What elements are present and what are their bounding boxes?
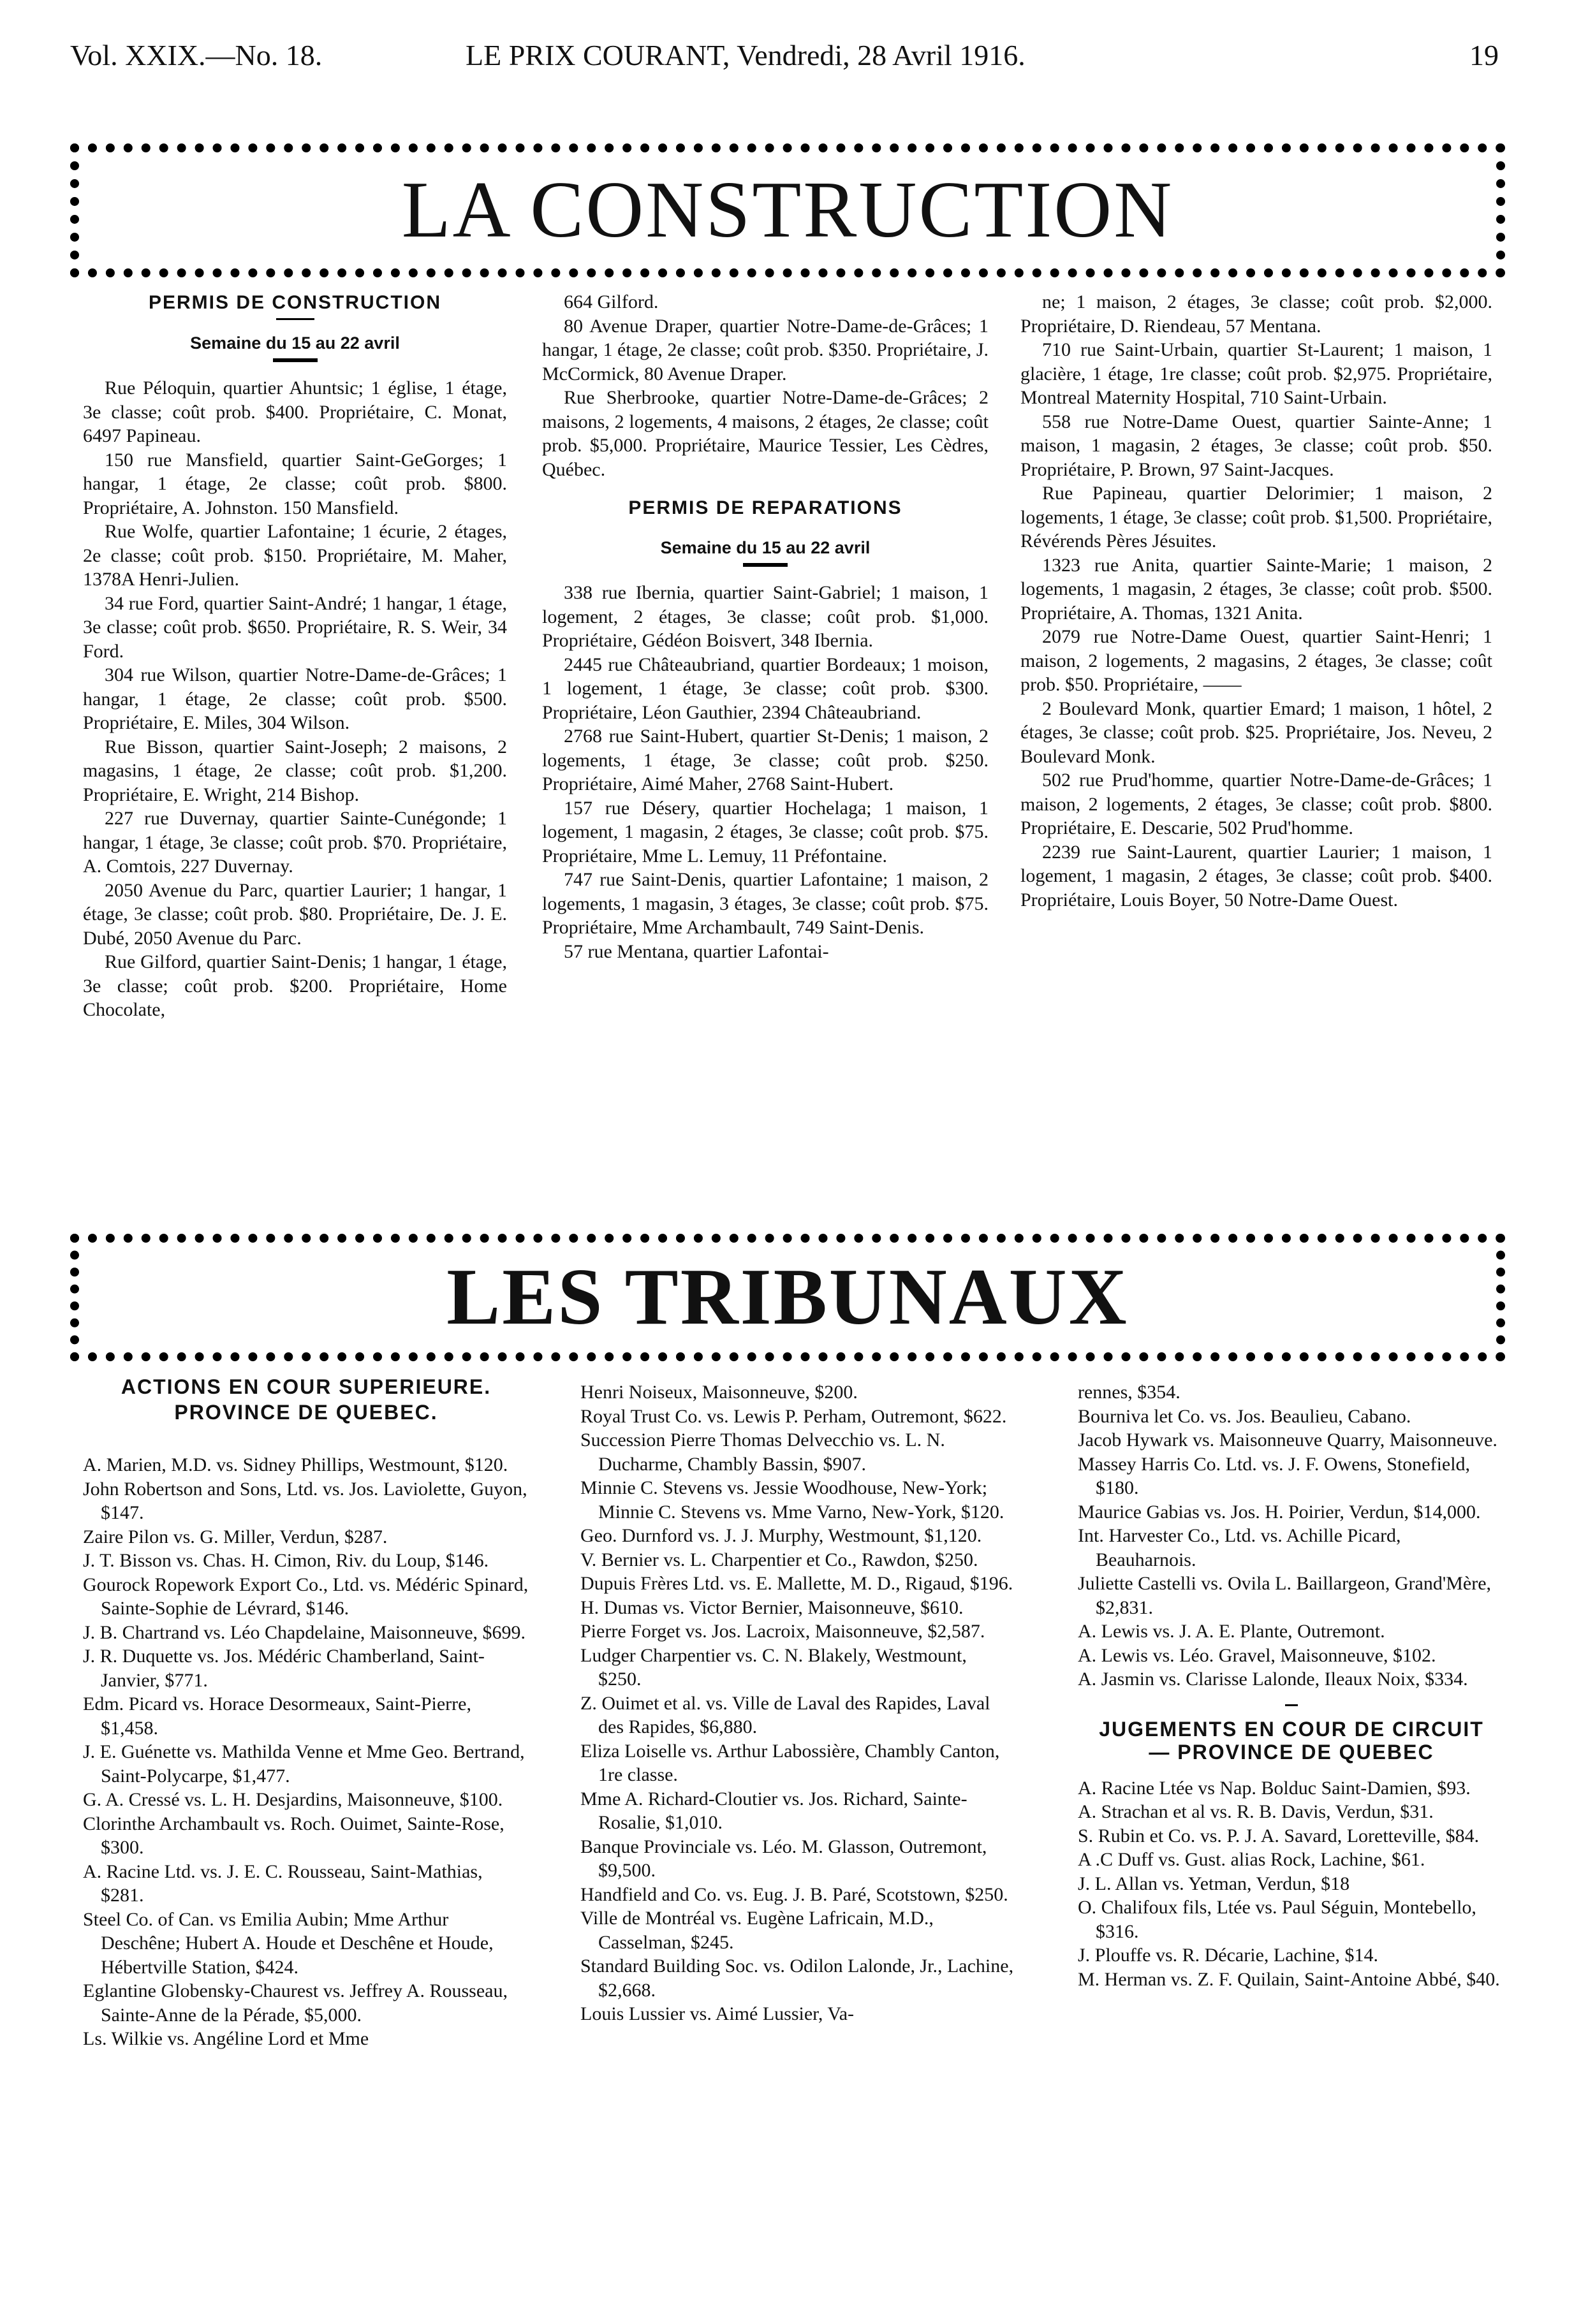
court-action-entry: Eliza Loiselle vs. Arthur Labossière, Chambly Canton, 1re classe. <box>580 1740 1000 1785</box>
court-action-entry: Zaire Pilon vs. G. Miller, Verdun, $287. <box>83 1526 388 1547</box>
page-header <box>70 38 1499 89</box>
court-action-entry: J. E. Guénette vs. Mathilda Venne et Mme Geo. Bertrand, Saint-Polycarpe, $1,477. <box>83 1741 525 1787</box>
court-action-entry: Steel Co. of Can. vs Emilia Aubin; Mme Arthur Deschêne; Hubert A. Houde et Deschêne et Houde, Hébertville Station, $424. <box>83 1908 494 1978</box>
court-action-entry: V. Bernier vs. L. Charpentier et Co., Rawdon, $250. <box>580 1549 978 1570</box>
court-action-entry: rennes, $354. <box>1078 1382 1180 1403</box>
reparations-list-continued <box>1020 290 1492 912</box>
actions-list-continued <box>580 1380 1014 2026</box>
court-action-entry: J. B. Chartrand vs. Léo Chapdelaine, Maisonneuve, $699. <box>83 1621 526 1643</box>
judgment-entry: M. Herman vs. Z. F. Quilain, Saint-Antoine Abbé, $40. <box>1078 1968 1500 1990</box>
court-action-entry: Succession Pierre Thomas Delvecchio vs. L. N. Ducharme, Chambly Bassin, $907. <box>580 1429 945 1475</box>
permit-entry: 2050 Avenue du Parc, quartier Laurier; 1 hangar, 1 étage, 3e classe; coût prob. $80. Propriétaire, De. J. E. Dubé, 2050 Avenue du Parc. <box>83 879 507 949</box>
court-action-entry: Minnie C. Stevens vs. Jessie Woodhouse, New-York; Minnie C. Stevens vs. Mme Varno, New-York, $120. <box>580 1477 1004 1523</box>
court-action-entry: Eglantine Globensky-Chaurest vs. Jeffrey A. Rousseau, Sainte-Anne de la Pérade, $5,000. <box>83 1980 508 2026</box>
court-action-entry: Ville de Montréal vs. Eugène Lafricain, M.D., Casselman, $245. <box>580 1908 934 1953</box>
construction-column-3 <box>1020 290 1492 912</box>
court-action-entry: J. T. Bisson vs. Chas. H. Cimon, Riv. du Loup, $146. <box>83 1550 489 1571</box>
tribunaux-title: LES TRIBUNAUX <box>446 1253 1129 1341</box>
permit-entry: Rue Péloquin, quartier Ahuntsic; 1 église, 1 étage, 3e classe; coût prob. $400. Propriétaire, C. Monat, 6497 Papineau. <box>83 377 507 446</box>
court-action-entry: Ls. Wilkie vs. Angéline Lord et Mme <box>83 2028 369 2049</box>
actions-list-continued-2 <box>1078 1380 1505 1692</box>
court-action-entry: Jacob Hywark vs. Maisonneuve Quarry, Maisonneuve. <box>1078 1429 1497 1451</box>
judgment-entry: J. Plouffe vs. R. Décarie, Lachine, $14. <box>1078 1945 1378 1966</box>
court-action-entry: J. R. Duquette vs. Jos. Médéric Chamberland, Saint-Janvier, $771. <box>83 1646 485 1691</box>
page-number: 19 <box>1469 39 1499 71</box>
tribunaux-column-2 <box>580 1380 1014 2026</box>
court-action-entry: G. A. Cressé vs. L. H. Desjardins, Maisonneuve, $100. <box>83 1789 503 1810</box>
repair-permit-entry: Rue Papineau, quartier Delorimier; 1 maison, 2 logements, 1 étage, 3e classe; coût prob. $1,500. Propriétaire, Révérends Pères Jésuites. <box>1020 483 1492 552</box>
construction-banner <box>70 143 1505 277</box>
volume-number: Vol. XXIX.—No. 18. <box>70 39 323 71</box>
permit-entry: 34 rue Ford, quartier Saint-André; 1 hangar, 1 étage, 3e classe; coût prob. $650. Propriétaire, R. S. Weir, 34 Ford. <box>83 592 507 662</box>
court-action-entry: Clorinthe Archambault vs. Roch. Ouimet, Sainte-Rose, $300. <box>83 1813 504 1858</box>
permit-entry: 664 Gilford. <box>564 291 659 312</box>
judgment-entry: S. Rubin et Co. vs. P. J. A. Savard, Loretteville, $84. <box>1078 1825 1480 1846</box>
reparations-list <box>542 581 989 963</box>
repair-permit-entry: 338 rue Ibernia, quartier Saint-Gabriel; 1 maison, 1 logement, 2 étages, 3e classe; coût prob. $1,000. Propriétaire, Gédéon Boisvert, 348 Ibernia. <box>542 582 989 651</box>
actions-heading-1: ACTIONS EN COUR SUPERIEURE. <box>121 1375 492 1398</box>
construction-column-1 <box>83 290 507 1022</box>
permit-entry: 304 rue Wilson, quartier Notre-Dame-de-Grâces; 1 hangar, 1 étage, 2e classe; coût prob. $500. Propriétaire, E. Miles, 304 Wilson. <box>83 664 507 733</box>
court-action-entry: Maurice Gabias vs. Jos. H. Poirier, Verdun, $14,000. <box>1078 1501 1481 1523</box>
court-action-entry: A. Racine Ltd. vs. J. E. C. Rousseau, Saint-Mathias, $281. <box>83 1860 483 1906</box>
permis-reparations-heading: PERMIS DE REPARATIONS <box>628 497 902 518</box>
court-action-entry: Royal Trust Co. vs. Lewis P. Perham, Outremont, $622. <box>580 1405 1007 1427</box>
newspaper-title-date: LE PRIX COURANT, Vendredi, 28 Avril 1916. <box>466 39 1026 71</box>
court-action-entry: Standard Building Soc. vs. Odilon Lalonde, Jr., Lachine, $2,668. <box>580 1955 1014 2001</box>
court-action-entry: Juliette Castelli vs. Ovila L. Baillargeon, Grand'Mère, $2,831. <box>1078 1573 1492 1618</box>
repair-permit-entry: 2079 rue Notre-Dame Ouest, quartier Saint-Henri; 1 maison, 2 logements, 2 magasins, 2 étages, 3e classe; coût prob. $50. Propriétaire, —— <box>1020 626 1492 695</box>
repair-permit-entry: 2445 rue Châteaubriand, quartier Bordeaux; 1 moison, 1 logement, 1 étage, 3e classe; coût prob. $300. Propriétaire, Léon Gauthier, 2394 Châteaubriand. <box>542 654 989 723</box>
court-action-entry: Edm. Picard vs. Horace Desormeaux, Saint-Pierre, $1,458. <box>83 1693 471 1739</box>
court-action-entry: Henri Noiseux, Maisonneuve, $200. <box>580 1382 858 1403</box>
repair-permit-entry: 502 rue Prud'homme, quartier Notre-Dame-de-Grâces; 1 maison, 2 logements, 2 étages, 3e classe; coût prob. $800. Propriétaire, E. Descarie, 502 Prud'homme. <box>1020 770 1492 838</box>
court-action-entry: Dupuis Frères Ltd. vs. E. Mallette, M. D., Rigaud, $196. <box>580 1573 1013 1594</box>
repair-permit-entry: 2768 rue Saint-Hubert, quartier St-Denis; 1 maison, 2 logements, 1 étage, 3e classe; coût prob. $250. Propriétaire, Aimé Maher, 2768 Saint-Hubert. <box>542 726 989 794</box>
permis-list-continued <box>542 290 989 481</box>
permis-week: Semaine du 15 au 22 avril <box>190 333 400 353</box>
court-action-entry: Gourock Ropework Export Co., Ltd. vs. Médéric Spinard, Sainte-Sophie de Lévrard, $146. <box>83 1574 529 1619</box>
court-action-entry: A. Lewis vs. J. A. E. Plante, Outremont. <box>1078 1621 1385 1642</box>
court-action-entry: Pierre Forget vs. Jos. Lacroix, Maisonneuve, $2,587. <box>580 1621 985 1642</box>
repair-permit-entry: 57 rue Mentana, quartier Lafontai- <box>564 940 829 962</box>
repair-permit-entry: ne; 1 maison, 2 étages, 3e classe; coût prob. $2,000. Propriétaire, D. Riendeau, 57 Mentana. <box>1020 291 1492 337</box>
permit-entry: Rue Sherbrooke, quartier Notre-Dame-de-Grâces; 2 maisons, 2 logements, 4 maisons, 2 étages, 2e classe; coût prob. $5,000. Propriétaire, Maurice Tessier, Les Cèdres, Québec. <box>542 387 989 480</box>
reparations-week: Semaine du 15 au 22 avril <box>660 538 871 557</box>
repair-permit-entry: 2 Boulevard Monk, quartier Emard; 1 maison, 1 hôtel, 2 étages, 3e classe; coût prob. $25. Propriétaire, Jos. Neveu, 2 Boulevard Monk. <box>1020 698 1492 767</box>
repair-permit-entry: 1323 rue Anita, quartier Sainte-Marie; 1 maison, 2 logements, 1 magasin, 2 étages, 3e classe; coût prob. $500. Propriétaire, A. Thomas, 1321 Anita. <box>1020 554 1492 624</box>
judgment-entry: J. L. Allan vs. Yetman, Verdun, $18 <box>1078 1873 1350 1894</box>
court-action-entry: A. Jasmin vs. Clarisse Lalonde, Ileaux Noix, $334. <box>1078 1669 1468 1690</box>
court-action-entry: John Robertson and Sons, Ltd. vs. Jos. Laviolette, Guyon, $147. <box>83 1478 527 1523</box>
actions-list <box>83 1453 529 2051</box>
court-action-entry: A. Lewis vs. Léo. Gravel, Maisonneuve, $102. <box>1078 1644 1436 1666</box>
judgment-entry: A. Racine Ltée vs Nap. Bolduc Saint-Damien, $93. <box>1078 1777 1471 1799</box>
divider <box>1285 1704 1298 1706</box>
court-action-entry: Int. Harvester Co., Ltd. vs. Achille Picard, Beauharnois. <box>1078 1525 1401 1570</box>
jugements-heading: JUGEMENTS EN COUR DE CIRCUIT — PROVINCE DE QUEBEC <box>1099 1717 1484 1764</box>
permit-entry: Rue Gilford, quartier Saint-Denis; 1 hangar, 1 étage, 3e classe; coût prob. $200. Propriétaire, Home Chocolate, <box>83 951 507 1020</box>
court-action-entry: Handfield and Co. vs. Eug. J. B. Paré, Scotstown, $250. <box>580 1883 1008 1905</box>
permit-entry: Rue Wolfe, quartier Lafontaine; 1 écurie, 2 étages, 2e classe; coût prob. $150. Propriétaire, M. Maher, 1378A Henri-Julien. <box>83 521 507 590</box>
actions-heading-2: PROVINCE DE QUEBEC. <box>174 1401 438 1424</box>
court-action-entry: A. Marien, M.D. vs. Sidney Phillips, Westmount, $120. <box>83 1454 508 1475</box>
court-action-entry: Massey Harris Co. Ltd. vs. J. F. Owens, Stonefield, $180. <box>1078 1453 1471 1498</box>
repair-permit-entry: 2239 rue Saint-Laurent, quartier Laurier; 1 maison, 1 logement, 1 magasin, 2 étages, 3e classe; coût prob. $400. Propriétaire, Louis Boyer, 50 Notre-Dame Ouest. <box>1020 841 1492 910</box>
court-action-entry: Banque Provinciale vs. Léo. M. Glasson, Outremont, $9,500. <box>580 1836 987 1881</box>
jugements-list <box>1078 1776 1505 1992</box>
court-action-entry: Geo. Durnford vs. J. J. Murphy, Westmount, $1,120. <box>580 1525 982 1546</box>
tribunaux-banner <box>70 1234 1505 1361</box>
judgment-entry: A. Strachan et al vs. R. B. Davis, Verdun, $31. <box>1078 1801 1434 1822</box>
permis-list <box>83 376 507 1022</box>
court-action-entry: Z. Ouimet et al. vs. Ville de Laval des Rapides, Laval des Rapides, $6,880. <box>580 1692 990 1737</box>
court-action-entry: Louis Lussier vs. Aimé Lussier, Va- <box>580 2003 855 2024</box>
tribunaux-column-3 <box>1078 1380 1505 1991</box>
divider <box>276 318 314 320</box>
construction-column-2 <box>542 290 989 963</box>
divider <box>743 563 788 567</box>
repair-permit-entry: 558 rue Notre-Dame Ouest, quartier Sainte-Anne; 1 maison, 1 magasin, 2 étages, 3e classe; coût prob. $50. Propriétaire, P. Brown, 97 Saint-Jacques. <box>1020 411 1492 480</box>
permis-construction-heading: PERMIS DE CONSTRUCTION <box>148 292 442 313</box>
permit-entry: 80 Avenue Draper, quartier Notre-Dame-de-Grâces; 1 hangar, 1 étage, 2e classe; coût prob. $350. Propriétaire, J. McCormick, 80 Avenue Draper. <box>542 315 989 384</box>
repair-permit-entry: 747 rue Saint-Denis, quartier Lafontaine; 1 maison, 2 logements, 1 magasin, 3 étages, 3e classe; coût prob. $75. Propriétaire, Mme Archambault, 749 Saint-Denis. <box>542 869 989 938</box>
court-action-entry: Ludger Charpentier vs. C. N. Blakely, Westmount, $250. <box>580 1644 967 1690</box>
tribunaux-column-1 <box>83 1374 529 2051</box>
permit-entry: 227 rue Duvernay, quartier Sainte-Cunégonde; 1 hangar, 1 étage, 3e classe; coût prob. $70. Propriétaire, A. Comtois, 227 Duvernay. <box>83 808 507 877</box>
repair-permit-entry: 710 rue Saint-Urbain, quartier St-Laurent; 1 maison, 1 glacière, 1 étage, 1re classe; coût prob. $2,975. Propriétaire, Montreal Maternity Hospital, 710 Saint-Urbain. <box>1020 339 1492 408</box>
court-action-entry: Bourniva let Co. vs. Jos. Beaulieu, Cabano. <box>1078 1405 1411 1427</box>
divider <box>273 358 318 362</box>
court-action-entry: H. Dumas vs. Victor Bernier, Maisonneuve, $610. <box>580 1597 964 1618</box>
permit-entry: 150 rue Mansfield, quartier Saint-GeGorges; 1 hangar, 1 étage, 2e classe; coût prob. $800. Propriétaire, A. Johnston. 150 Mansfield. <box>83 449 507 518</box>
court-action-entry: Mme A. Richard-Cloutier vs. Jos. Richard, Sainte-Rosalie, $1,010. <box>580 1788 967 1833</box>
repair-permit-entry: 157 rue Désery, quartier Hochelaga; 1 maison, 1 logement, 1 magasin, 2 étages, 3e classe; coût prob. $75. Propriétaire, Mme L. Lemuy, 11 Préfontaine. <box>542 797 989 866</box>
permit-entry: Rue Bisson, quartier Saint-Joseph; 2 maisons, 2 magasins, 1 étage, 2e classe; coût prob. $1,200. Propriétaire, E. Wright, 214 Bishop. <box>83 736 507 805</box>
construction-title: LA CONSTRUCTION <box>401 166 1174 254</box>
judgment-entry: A .C Duff vs. Gust. alias Rock, Lachine, $61. <box>1078 1849 1425 1870</box>
judgment-entry: O. Chalifoux fils, Ltée vs. Paul Séguin, Montebello, $316. <box>1078 1897 1476 1942</box>
